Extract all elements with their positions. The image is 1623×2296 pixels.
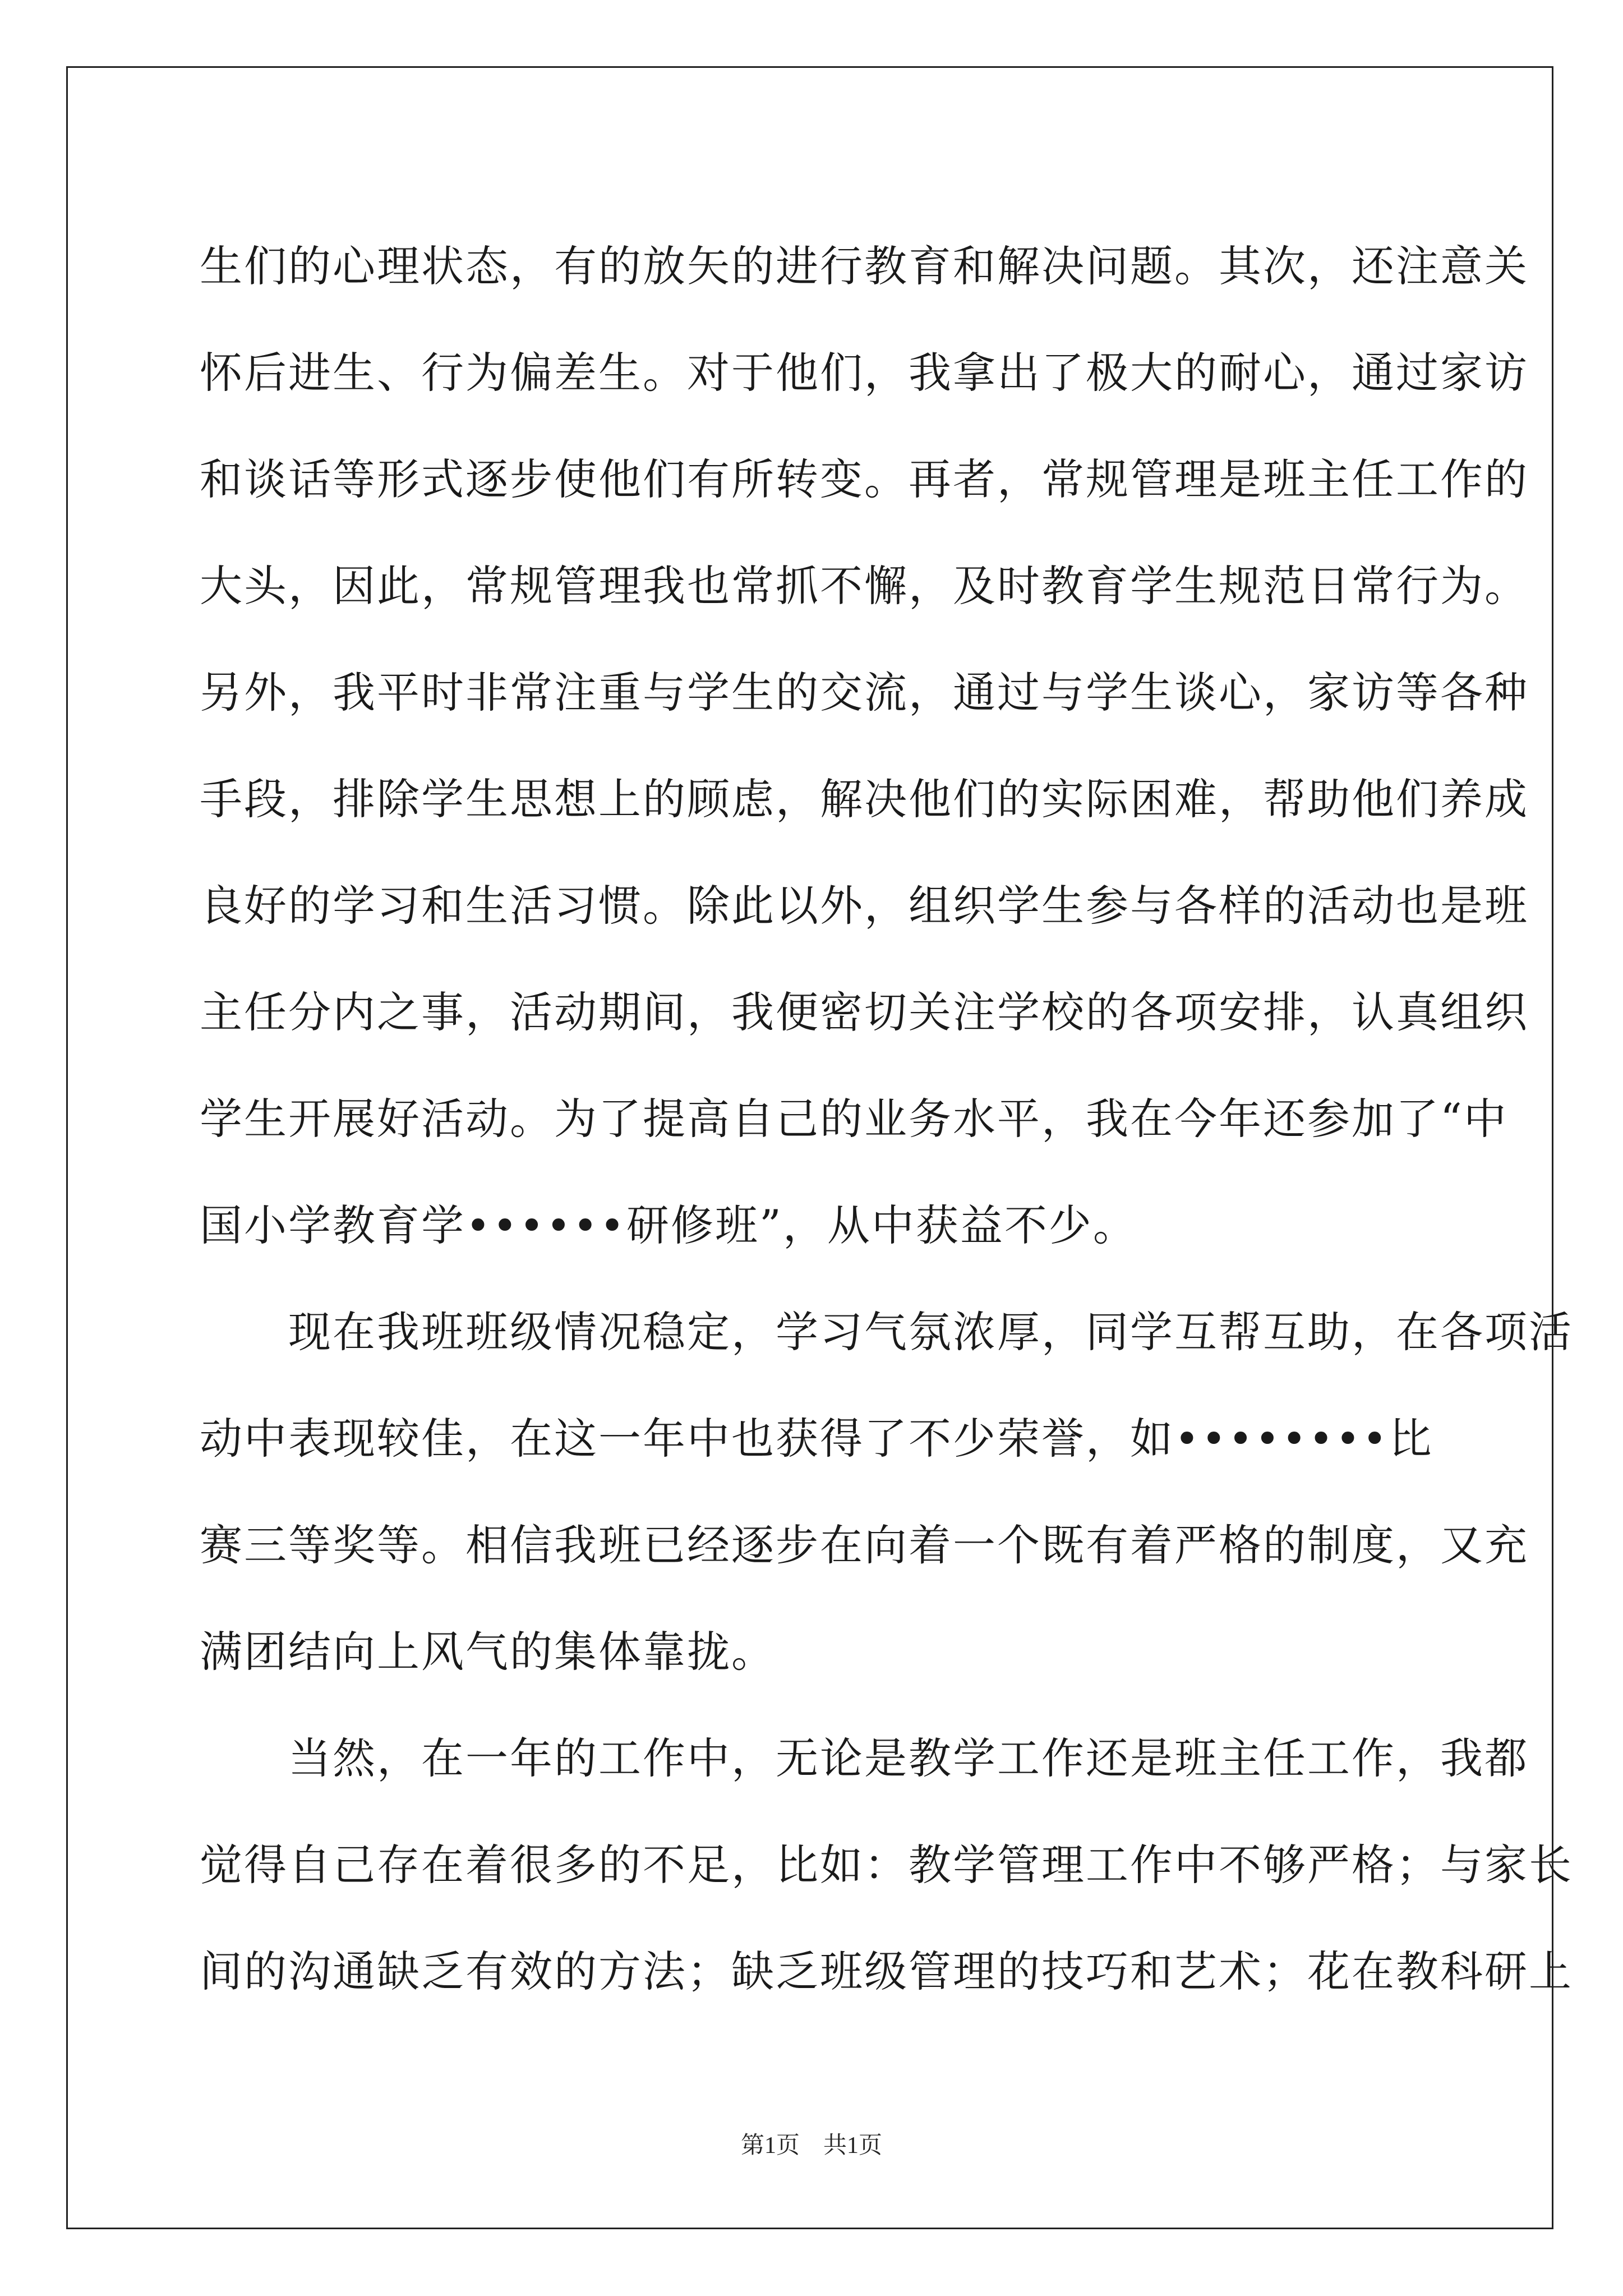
text-line: 怀后进生、行为偏差生。对于他们，我拿出了极大的耐心，通过家访 xyxy=(200,348,1529,398)
text-line: 现在我班班级情况稳定，学习气氛浓厚，同学互帮互助，在各项活 xyxy=(200,1307,1573,1357)
text-line: 间的沟通缺乏有效的方法；缺乏班级管理的技巧和艺术；花在教科研上 xyxy=(200,1947,1573,1996)
text-line: 手段，排除学生思想上的顾虑，解决他们的实际困难，帮助他们养成 xyxy=(200,774,1529,824)
paragraph-1 xyxy=(200,213,1529,1279)
text-line: 觉得自己存在着很多的不足，比如：教学管理工作中不够严格；与家长 xyxy=(200,1840,1573,1890)
page-number-footer: 第1页 共1页 xyxy=(740,2133,882,2159)
text-line: 满团结向上风气的集体靠拢。 xyxy=(200,1627,776,1677)
text-line: 和谈话等形式逐步使他们有所转变。再者，常规管理是班主任工作的 xyxy=(200,454,1529,504)
text-line: 主任分内之事，活动期间，我便密切关注学校的各项安排，认真组织 xyxy=(200,987,1529,1037)
text-line: 赛三等奖等。相信我班已经逐步在向着一个既有着严格的制度，又充 xyxy=(200,1520,1529,1570)
text-line: 另外，我平时非常注重与学生的交流，通过与学生谈心，家访等各种 xyxy=(200,668,1529,717)
document-body xyxy=(200,213,1573,2025)
text-line: 生们的心理状态，有的放矢的进行教育和解决问题。其次，还注意关 xyxy=(200,241,1529,291)
text-line: 当然，在一年的工作中，无论是教学工作还是班主任工作，我都 xyxy=(200,1733,1529,1783)
text-line: 国小学教育学••••••研修班”，从中获益不少。 xyxy=(200,1200,1137,1250)
text-line: 学生开展好活动。为了提高自己的业务水平，我在今年还参加了“中 xyxy=(200,1094,1508,1144)
paragraph-2 xyxy=(200,1279,1573,1705)
text-line: 大头，因此，常规管理我也常抓不懈，及时教育学生规范日常行为。 xyxy=(200,561,1529,611)
paragraph-3 xyxy=(200,1705,1573,2025)
text-line: 良好的学习和生活习惯。除此以外，组织学生参与各样的活动也是班 xyxy=(200,881,1529,931)
text-line: 动中表现较佳，在这一年中也获得了不少荣誉，如••••••••比 xyxy=(200,1414,1433,1464)
